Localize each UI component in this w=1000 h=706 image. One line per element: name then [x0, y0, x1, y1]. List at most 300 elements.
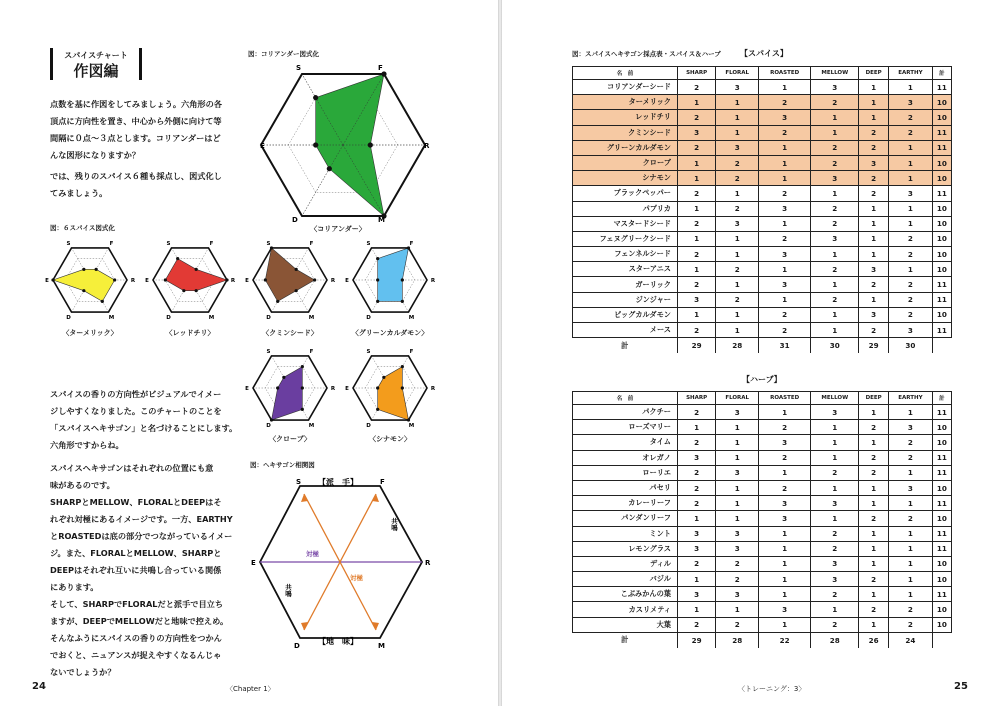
row-value: 3 — [678, 526, 716, 541]
total-label: 計 — [573, 338, 678, 353]
spice-table — [572, 66, 952, 353]
row-value: 2 — [759, 323, 811, 338]
total-value: 29 — [678, 338, 716, 353]
row-value: 3 — [759, 247, 811, 262]
axis-letter: M — [208, 315, 215, 322]
row-value: 11 — [932, 80, 951, 95]
clove-chart — [240, 344, 340, 434]
row-value: 1 — [859, 201, 889, 216]
red-chili-chart — [140, 236, 240, 326]
row-value: 1 — [888, 496, 932, 511]
row-value: 2 — [678, 617, 716, 632]
row-value: 1 — [888, 526, 932, 541]
body2-line: DEEPはそれぞれ互いに共鳴し合っている関係 — [50, 565, 222, 575]
table-row — [573, 496, 952, 511]
row-value: 2 — [859, 420, 889, 435]
data-point — [401, 278, 404, 281]
row-value: 1 — [678, 201, 716, 216]
row-value: 2 — [859, 323, 889, 338]
row-value: 10 — [932, 420, 951, 435]
body-line: 六角形ですからね。 — [50, 440, 124, 450]
header-total: 計 — [932, 67, 951, 80]
spice-header-row — [573, 67, 952, 80]
row-value: 2 — [859, 450, 889, 465]
row-value: 11 — [932, 125, 951, 140]
row-name: フェヌグリークシード — [573, 231, 678, 246]
total-value: 28 — [811, 632, 859, 647]
row-value: 2 — [859, 186, 889, 201]
row-value: 10 — [932, 572, 951, 587]
row-value: 3 — [811, 405, 859, 420]
axis-letter: D — [66, 315, 71, 322]
data-point — [82, 268, 85, 271]
row-value: 2 — [678, 435, 716, 450]
row-value: 3 — [888, 420, 932, 435]
axis-letter: S — [266, 240, 271, 247]
cumin-chart — [240, 236, 340, 326]
row-name: こぶみかんの葉 — [573, 587, 678, 602]
row-value: 11 — [932, 186, 951, 201]
data-point — [313, 278, 316, 281]
axis-letter: D — [266, 423, 271, 430]
axis-letter: E — [345, 386, 349, 392]
row-value: 1 — [888, 140, 932, 155]
row-value: 1 — [859, 556, 889, 571]
row-value: 2 — [811, 541, 859, 556]
row-value: 3 — [716, 587, 759, 602]
fig-main-caption: 図：コリアンダー図式化 — [248, 50, 319, 58]
row-value: 2 — [811, 216, 859, 231]
row-value: 2 — [888, 617, 932, 632]
row-value: 1 — [678, 231, 716, 246]
row-value: 1 — [716, 480, 759, 495]
row-value: 3 — [759, 201, 811, 216]
row-value: 2 — [859, 171, 889, 186]
axis-letter: F — [409, 240, 414, 247]
row-value: 2 — [678, 216, 716, 231]
row-value: 2 — [859, 125, 889, 140]
row-value: 1 — [716, 231, 759, 246]
row-value: 1 — [859, 110, 889, 125]
body2-paragraph — [50, 460, 245, 681]
data-point — [376, 386, 379, 389]
row-value: 3 — [888, 323, 932, 338]
table-row — [573, 155, 952, 170]
row-value: 2 — [888, 511, 932, 526]
total-row — [573, 632, 952, 647]
arrow-head — [301, 622, 308, 630]
row-value: 2 — [888, 247, 932, 262]
row-value: 3 — [811, 572, 859, 587]
row-value: 1 — [759, 617, 811, 632]
row-value: 1 — [759, 587, 811, 602]
row-value: 1 — [859, 526, 889, 541]
axis-letter: F — [409, 348, 414, 355]
table-row — [573, 125, 952, 140]
row-name: パンダンリーフ — [573, 511, 678, 526]
section-subtitle: スパイスチャート — [64, 51, 128, 60]
header-roasted: ROASTED — [759, 67, 811, 80]
row-value: 11 — [932, 450, 951, 465]
row-value: 2 — [678, 480, 716, 495]
intro2-paragraph — [50, 168, 235, 202]
fig-six-caption: 図：６スパイス図式化 — [50, 224, 115, 232]
herb-section-label: 【ハーブ】 — [742, 375, 782, 384]
total-value: 28 — [716, 338, 759, 353]
table-row — [573, 602, 952, 617]
cinnamon-label: 〈シナモン〉 — [369, 435, 411, 443]
row-name: オレガノ — [573, 450, 678, 465]
row-value: 3 — [716, 541, 759, 556]
data-point — [95, 268, 98, 271]
relation-resonance-label-1: 共鳴 — [390, 518, 398, 531]
row-value: 10 — [932, 602, 951, 617]
row-value: 1 — [811, 247, 859, 262]
data-area — [378, 248, 409, 301]
row-value: 2 — [759, 420, 811, 435]
axis-letter: E — [245, 386, 249, 392]
row-name: レッドチリ — [573, 110, 678, 125]
table-row — [573, 231, 952, 246]
row-name: パクチー — [573, 405, 678, 420]
row-name: クローブ — [573, 155, 678, 170]
axis-letter: M — [408, 315, 415, 322]
row-name: ミント — [573, 526, 678, 541]
total-value: 29 — [678, 632, 716, 647]
row-name: スターアニス — [573, 262, 678, 277]
header-sharp: SHARP — [678, 67, 716, 80]
axis-letter-f: F — [378, 64, 383, 72]
row-value: 1 — [759, 171, 811, 186]
row-name: ジンジャー — [573, 292, 678, 307]
axis-letter: F — [309, 240, 314, 247]
row-value: 1 — [859, 587, 889, 602]
row-value: 1 — [811, 602, 859, 617]
intro-paragraph — [50, 96, 235, 164]
row-name: ガーリック — [573, 277, 678, 292]
row-value: 1 — [859, 496, 889, 511]
table-row — [573, 277, 952, 292]
table-row — [573, 307, 952, 322]
total-label: 計 — [573, 632, 678, 647]
row-value: 2 — [678, 247, 716, 262]
relation-letter-s: S — [296, 478, 302, 486]
header-deep: DEEP — [859, 392, 889, 405]
row-value: 2 — [888, 292, 932, 307]
red-chili-label: 〈レッドチリ〉 — [165, 329, 215, 337]
row-value: 1 — [716, 307, 759, 322]
row-value: 1 — [859, 405, 889, 420]
data-point — [51, 278, 54, 281]
axis-letter: S — [266, 348, 271, 355]
row-value: 2 — [759, 125, 811, 140]
turmeric-label: 〈ターメリック〉 — [62, 329, 118, 337]
row-value: 1 — [716, 323, 759, 338]
data-point — [301, 386, 304, 389]
table-row — [573, 201, 952, 216]
row-value: 3 — [811, 556, 859, 571]
row-value: 10 — [932, 262, 951, 277]
clove-label: 〈クローブ〉 — [269, 435, 311, 443]
row-value: 2 — [759, 231, 811, 246]
row-name: クミンシード — [573, 125, 678, 140]
intro2-line: てみましょう。 — [50, 188, 108, 198]
row-value: 1 — [759, 80, 811, 95]
row-value: 1 — [888, 262, 932, 277]
row-value: 10 — [932, 511, 951, 526]
total-value: 30 — [888, 338, 932, 353]
row-value: 1 — [859, 80, 889, 95]
row-value: 1 — [811, 307, 859, 322]
row-name: バジル — [573, 572, 678, 587]
axis-letter: D — [366, 423, 371, 430]
header-floral: FLORAL — [716, 67, 759, 80]
row-value: 1 — [759, 526, 811, 541]
row-value: 1 — [888, 80, 932, 95]
row-name: カスリメティ — [573, 602, 678, 617]
row-value: 2 — [759, 307, 811, 322]
body2-line: そんなふうにスパイスの香りの方向性をつかん — [50, 633, 222, 643]
body-paragraph — [50, 386, 245, 454]
row-value: 1 — [811, 125, 859, 140]
body2-line: ますが、DEEPでMELLOWだと地味で控えめ。 — [50, 616, 229, 626]
row-value: 2 — [859, 465, 889, 480]
row-value: 11 — [932, 405, 951, 420]
table-row — [573, 556, 952, 571]
row-value: 2 — [759, 480, 811, 495]
axis-letter: D — [166, 315, 171, 322]
relation-letter-d: D — [294, 642, 300, 650]
row-value: 3 — [888, 186, 932, 201]
data-point — [407, 246, 410, 249]
body-line: スパイスの香りの方向性がビジュアルでイメー — [50, 389, 222, 399]
page-number-right: 25 — [954, 681, 968, 692]
data-point — [313, 95, 318, 100]
row-name: ディル — [573, 556, 678, 571]
row-value: 2 — [888, 277, 932, 292]
coriander-chart — [248, 60, 448, 235]
row-value: 1 — [888, 155, 932, 170]
table-row — [573, 541, 952, 556]
axis-letter: F — [309, 348, 314, 355]
total-value: 22 — [759, 632, 811, 647]
table-row — [573, 140, 952, 155]
table-row — [573, 247, 952, 262]
row-value: 3 — [716, 216, 759, 231]
table-row — [573, 587, 952, 602]
row-name: シナモン — [573, 171, 678, 186]
axis-letter: S — [366, 240, 371, 247]
body2-line: スパイスヘキサゴンはそれぞれの位置にも意 — [50, 463, 214, 473]
row-value: 2 — [716, 292, 759, 307]
row-value: 1 — [859, 435, 889, 450]
row-value: 3 — [811, 80, 859, 95]
data-point — [301, 408, 304, 411]
row-value: 1 — [759, 140, 811, 155]
row-name: コリアンダーシード — [573, 80, 678, 95]
right-page — [502, 0, 1000, 706]
row-value: 1 — [888, 587, 932, 602]
table-row — [573, 110, 952, 125]
row-value: 3 — [859, 262, 889, 277]
row-value: 2 — [811, 140, 859, 155]
row-value: 10 — [932, 110, 951, 125]
table-row — [573, 323, 952, 338]
row-value: 11 — [932, 140, 951, 155]
data-point — [376, 408, 379, 411]
turmeric-hex — [45, 241, 136, 321]
row-value: 1 — [716, 496, 759, 511]
row-value: 2 — [678, 277, 716, 292]
row-value: 1 — [859, 541, 889, 556]
row-value: 1 — [888, 216, 932, 231]
row-value: 3 — [888, 95, 932, 110]
relation-letter-m: M — [378, 642, 385, 650]
table-row — [573, 262, 952, 277]
table-row — [573, 405, 952, 420]
axis-letter: R — [330, 386, 336, 392]
row-value: 2 — [678, 80, 716, 95]
row-value: 3 — [811, 231, 859, 246]
row-value: 3 — [678, 587, 716, 602]
table-row — [573, 511, 952, 526]
row-value: 1 — [859, 617, 889, 632]
row-value: 2 — [678, 323, 716, 338]
axis-letter: S — [66, 240, 71, 247]
row-value: 10 — [932, 617, 951, 632]
herb-table — [572, 391, 952, 648]
row-name: メース — [573, 323, 678, 338]
footer-right: 〈トレーニング：3〉 — [738, 685, 806, 693]
axis-letter: R — [430, 278, 436, 284]
data-area — [265, 248, 314, 301]
row-value: 2 — [811, 292, 859, 307]
green-cardamom-chart — [340, 236, 440, 326]
row-value: 3 — [678, 292, 716, 307]
row-value: 1 — [716, 420, 759, 435]
total-blank — [932, 632, 951, 647]
row-value: 10 — [932, 95, 951, 110]
body2-line: 味があるのです。 — [50, 480, 115, 490]
row-value: 11 — [932, 526, 951, 541]
data-point — [282, 376, 285, 379]
relation-resonance-label-2: 共鳴 — [284, 584, 292, 597]
row-value: 2 — [888, 435, 932, 450]
total-value: 24 — [888, 632, 932, 647]
axis-letter: S — [366, 348, 371, 355]
table-row — [573, 465, 952, 480]
data-point — [113, 278, 116, 281]
data-point — [264, 278, 267, 281]
axis-letter: M — [308, 423, 315, 430]
row-value: 1 — [888, 465, 932, 480]
axis-letter: D — [266, 315, 271, 322]
row-value: 1 — [859, 247, 889, 262]
cinnamon-hex — [345, 349, 436, 429]
row-value: 3 — [716, 465, 759, 480]
axis-letter: S — [166, 240, 171, 247]
row-value: 2 — [859, 277, 889, 292]
row-value: 1 — [716, 435, 759, 450]
relation-opposite-label-1: 対極 — [306, 550, 319, 558]
row-value: 1 — [716, 277, 759, 292]
body2-line: ジ。また、FLORALとMELLOW、SHARPと — [50, 548, 222, 558]
row-value: 1 — [716, 602, 759, 617]
row-value: 2 — [811, 465, 859, 480]
row-value: 1 — [678, 262, 716, 277]
total-value: 29 — [859, 338, 889, 353]
row-value: 1 — [888, 572, 932, 587]
green-cardamom-label: 〈グリーンカルダモン〉 — [351, 329, 429, 337]
data-point — [182, 289, 185, 292]
row-name: ターメリック — [573, 95, 678, 110]
row-value: 3 — [759, 277, 811, 292]
row-value: 2 — [678, 405, 716, 420]
main-hex-group — [261, 71, 425, 218]
row-value: 3 — [811, 496, 859, 511]
row-value: 2 — [888, 110, 932, 125]
table-row — [573, 435, 952, 450]
row-value: 1 — [759, 155, 811, 170]
row-value: 1 — [811, 110, 859, 125]
row-name: パプリカ — [573, 201, 678, 216]
table-row — [573, 450, 952, 465]
row-value: 1 — [678, 155, 716, 170]
row-name: ビッグカルダモン — [573, 307, 678, 322]
body-line: 「スパイスヘキサゴン」と名づけることにします。 — [50, 423, 238, 433]
cumin-label: 〈クミンシード〉 — [262, 329, 318, 337]
row-value: 1 — [811, 480, 859, 495]
row-value: 1 — [678, 307, 716, 322]
axis-letter: R — [230, 278, 236, 284]
row-value: 1 — [716, 110, 759, 125]
row-name: ローズマリー — [573, 420, 678, 435]
axis-letter: R — [130, 278, 136, 284]
axis-letter: R — [430, 386, 436, 392]
row-value: 1 — [888, 171, 932, 186]
data-point — [270, 418, 273, 421]
table-row — [573, 572, 952, 587]
row-value: 10 — [932, 247, 951, 262]
intro-line: 点数を基に作図をしてみましょう。六角形の各 — [50, 99, 222, 109]
row-value: 1 — [859, 95, 889, 110]
row-value: 10 — [932, 231, 951, 246]
intro-line: 間隔に０点〜３点とします。コリアンダーはど — [50, 133, 221, 143]
row-value: 2 — [716, 201, 759, 216]
footer-left: 〈Chapter 1〉 — [226, 685, 275, 693]
row-value: 10 — [932, 155, 951, 170]
row-value: 10 — [932, 556, 951, 571]
row-value: 3 — [716, 405, 759, 420]
row-value: 2 — [716, 556, 759, 571]
table-row — [573, 480, 952, 495]
row-value: 1 — [678, 572, 716, 587]
row-value: 3 — [888, 480, 932, 495]
header-mellow: MELLOW — [811, 392, 859, 405]
row-value: 1 — [759, 465, 811, 480]
header-mellow: MELLOW — [811, 67, 859, 80]
row-value: 1 — [811, 420, 859, 435]
row-value: 1 — [888, 541, 932, 556]
axis-letter: F — [109, 240, 114, 247]
row-value: 3 — [678, 541, 716, 556]
row-value: 1 — [811, 323, 859, 338]
data-point — [82, 289, 85, 292]
relation-diagram — [250, 472, 450, 652]
row-value: 2 — [678, 556, 716, 571]
data-point — [164, 278, 167, 281]
data-point — [295, 289, 298, 292]
